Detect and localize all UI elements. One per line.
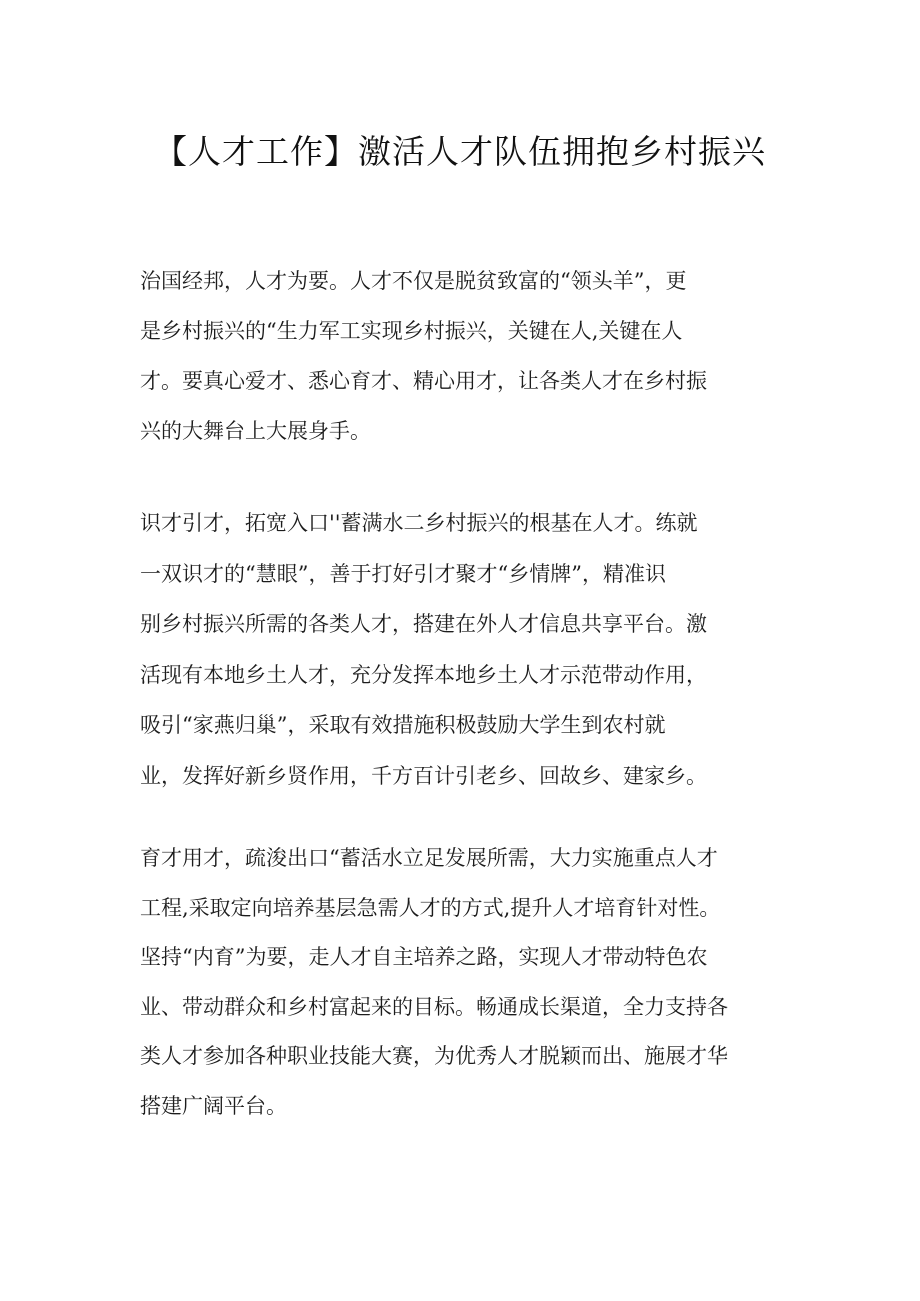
paragraph-1: [140, 256, 790, 456]
text-line: 才。要真心爱才、悉心育才、精心用才，让各类人才在乡村振: [140, 369, 707, 393]
text-line: 吸引“家燕归巢”，采取有效措施积极鼓励大学生到农村就: [140, 713, 666, 737]
text-line: 业、带动群众和乡村富起来的目标。畅通成长渠道，全力支持各: [140, 994, 728, 1019]
text-line: 别乡村振兴所需的各类人才，搭建在外人才信息共享平台。激: [140, 612, 707, 636]
text-line: 是乡村振兴的“生力军工实现乡村振兴，关键在人,关键在人: [140, 319, 683, 343]
text-line: 类人才参加各种职业技能大赛，为优秀人才脱颖而出、施展才华: [140, 1044, 728, 1068]
text-line: 坚持“内育”为要，走人才自主培养之路，实现人才带动特色农: [140, 945, 708, 969]
text-line: 识才引才，拓宽入口''蓄满水二乡村振兴的根基在人才。练就: [140, 511, 698, 535]
text-line: 活现有本地乡土人才，充分发挥本地乡土人才示范带动作用，: [140, 662, 707, 687]
document-title: 【人才工作】激活人才队伍拥抱乡村振兴: [154, 132, 766, 171]
text-line: 治国经邦，人才为要。人才不仅是脱贫致富的“领头羊”，更: [140, 269, 687, 293]
text-line: 兴的大舞台上大展身手。: [140, 419, 371, 443]
text-line: 育才用才，疏浚出口“蓄活水立足发展所需，大力实施重点人才: [140, 846, 718, 870]
text-line: 工程,采取定向培养基层急需人才的方式,提升人才培育针对性。: [140, 895, 721, 920]
paragraph-2: [140, 498, 790, 801]
text-line: 搭建广阔平台。: [140, 1093, 287, 1118]
paragraph-3: [140, 834, 790, 1131]
text-line: 一双识才的“慧眼”，善于打好引才聚才“乡情牌”，精准识: [140, 561, 666, 586]
text-line: 业，发挥好新乡贤作用，千方百计引老乡、回故乡、建家乡。: [140, 763, 707, 788]
